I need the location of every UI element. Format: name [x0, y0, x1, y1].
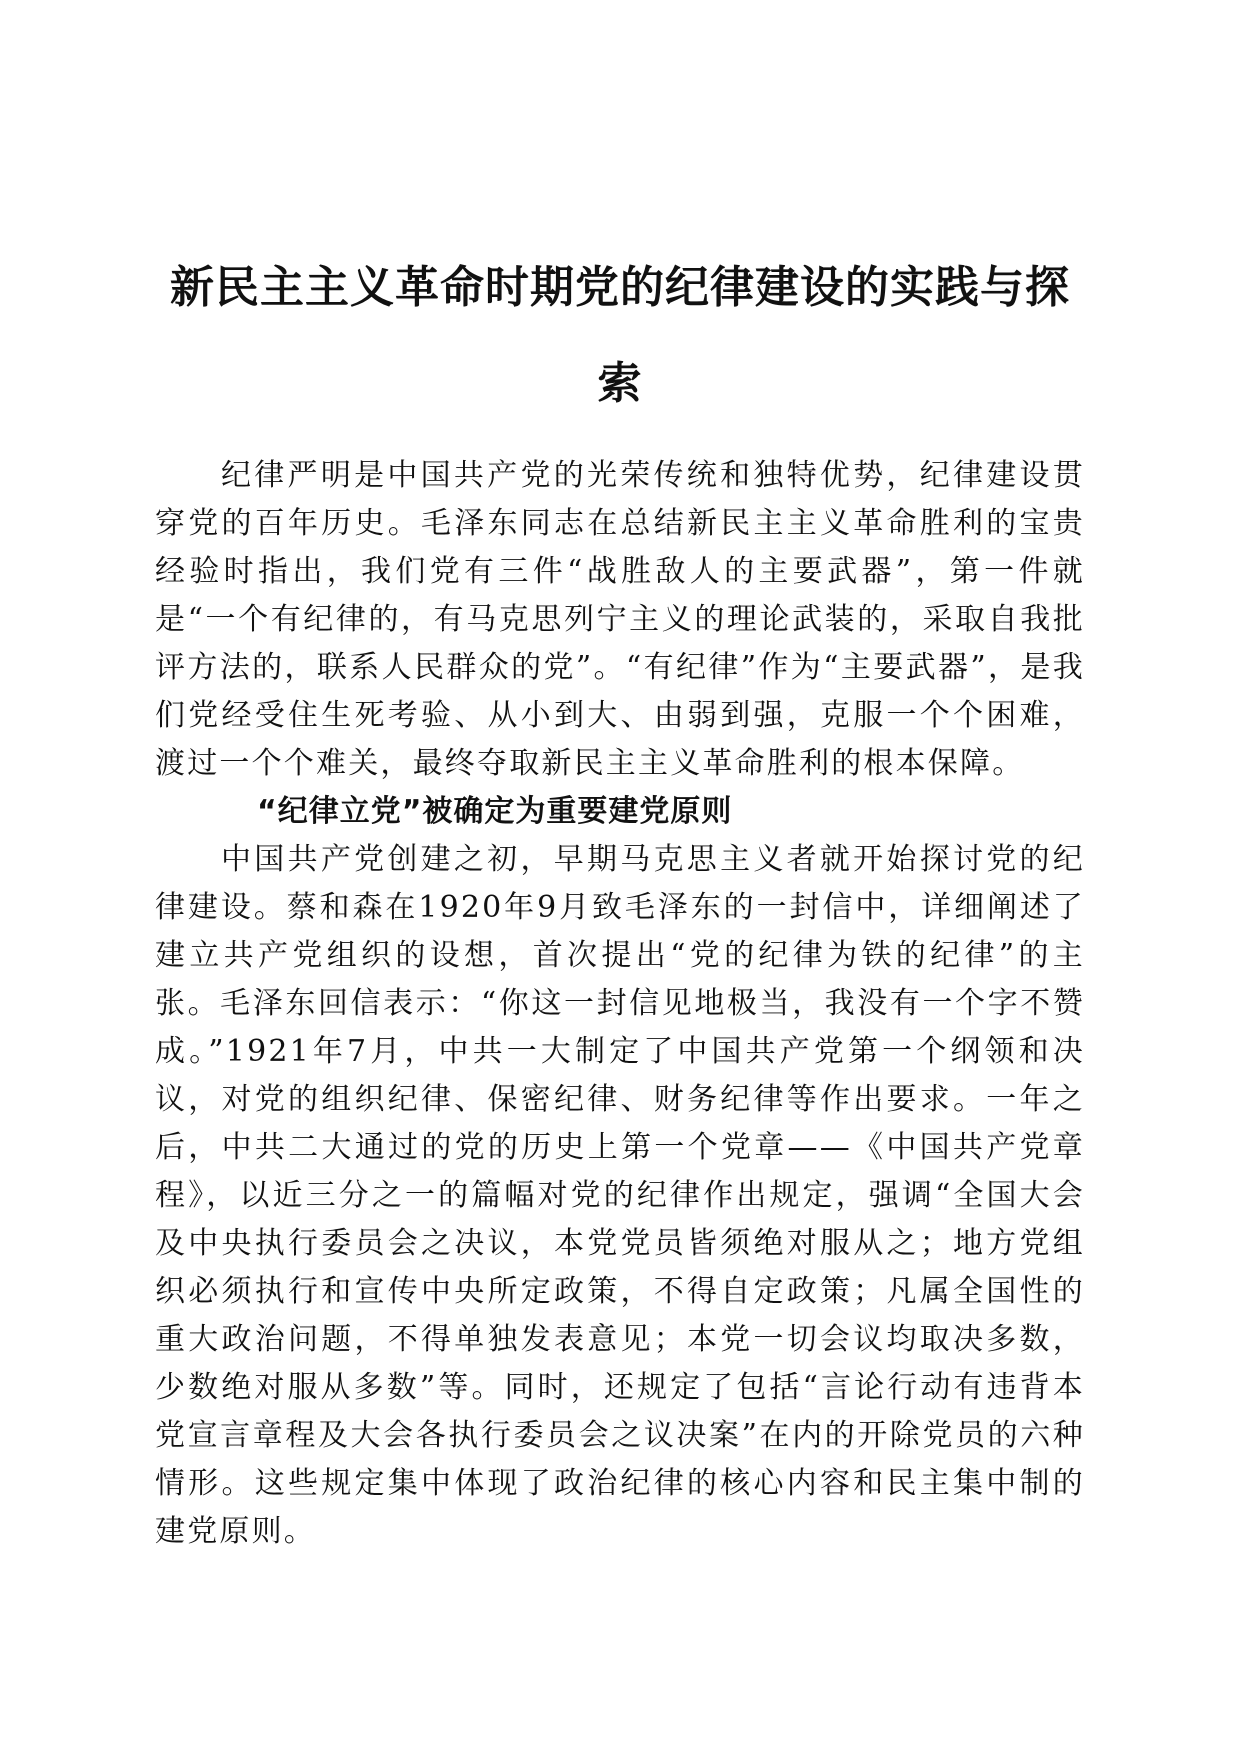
document-content: [155, 240, 1085, 1556]
intro-paragraph: 纪律严明是中国共产党的光荣传统和独特优势，纪律建设贯穿党的百年历史。毛泽东同志在总结新民主主义革命胜利的宝贵经验时指出，我们党有三件“战胜敌人的主要武器”，第一件就是“一个有纪律的，有马克思列宁主义的理论武装的，采取自我批评方法的，联系人民群众的党”。“有纪律”作为“主要武器”，是我们党经受住生死考验、从小到大、由弱到强，克服一个个困难，渡过一个个难关，最终夺取新民主主义革命胜利的根本保障。: [155, 458, 1085, 781]
section-heading: “纪律立党”被确定为重要建党原则: [257, 794, 733, 829]
document-body: [155, 452, 1085, 1556]
section-paragraph: 中国共产党创建之初，早期马克思主义者就开始探讨党的纪律建设。蔡和森在1920年9月致毛泽东的一封信中，详细阐述了建立共产党组织的设想，首次提出“党的纪律为铁的纪律”的主张。毛泽东回信表示：“你这一封信见地极当，我没有一个字不赞成。”1921年7月，中共一大制定了中国共产党第一个纲领和决议，对党的组织纪律、保密纪律、财务纪律等作出要求。一年之后，中共二大通过的党的历史上第一个党章——《中国共产党章程》，以近三分之一的篇幅对党的纪律作出规定，强调“全国大会及中央执行委员会之决议，本党党员皆须绝对服从之；地方党组织必须执行和宣传中央所定政策，不得自定政策；凡属全国性的重大政治问题，不得单独发表意见；本党一切会议均取决多数，少数绝对服从多数”等。同时，还规定了包括“言论行动有违背本党宣言章程及大会各执行委员会之议决案”在内的开除党员的六种情形。这些规定集中体现了政治纪律的核心内容和民主集中制的建党原则。: [155, 842, 1085, 1549]
document-title: 新民主主义革命时期党的纪律建设的实践与探索: [170, 262, 1070, 409]
